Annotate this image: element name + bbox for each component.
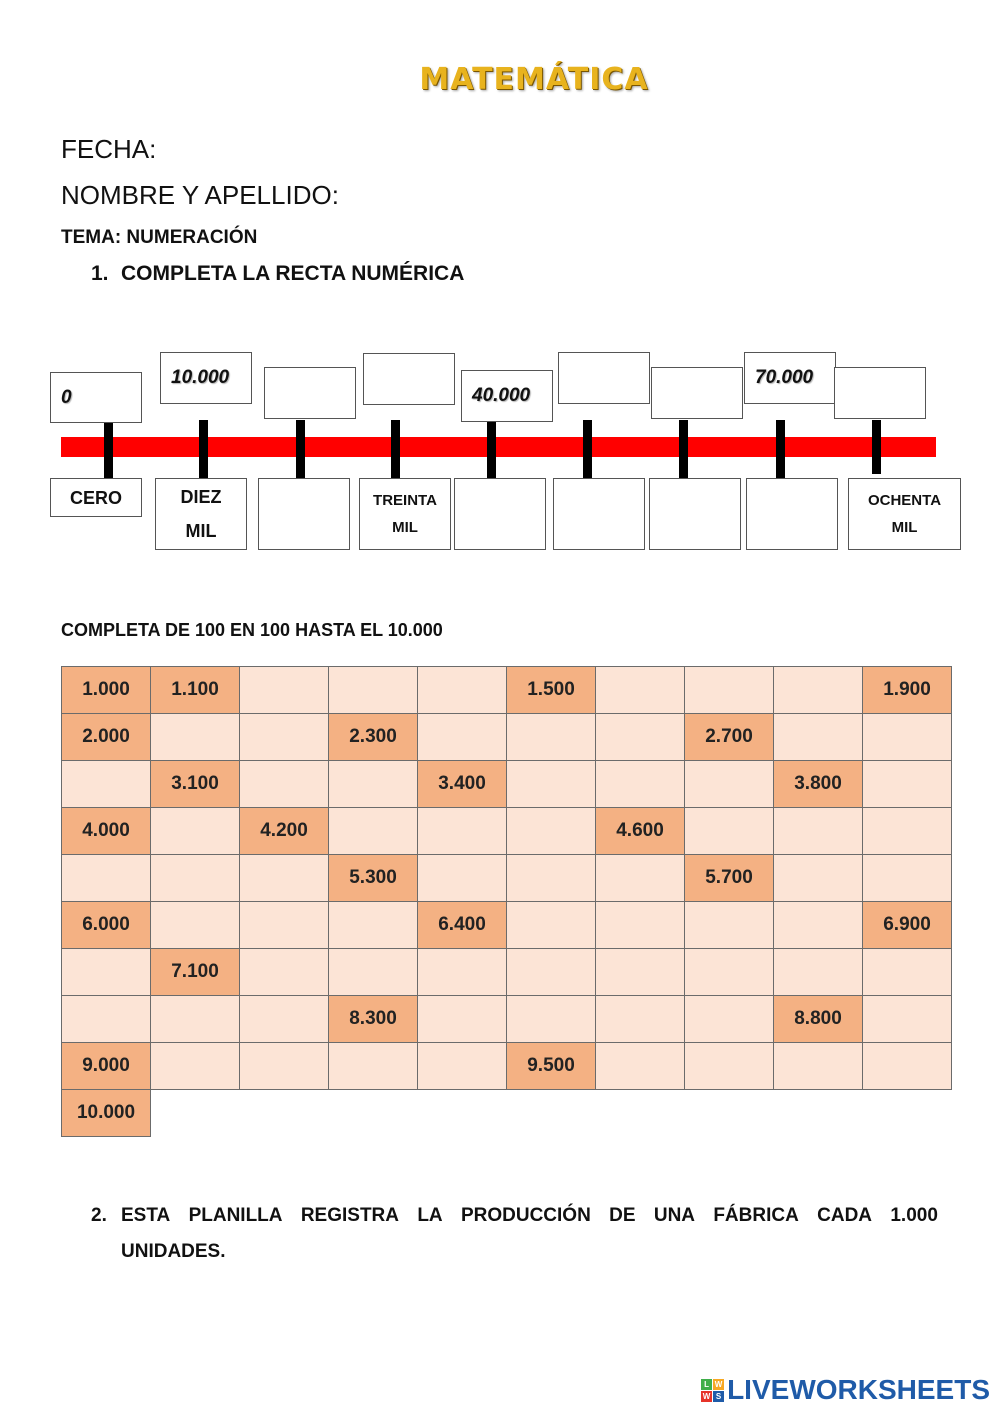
grid-cell-answer[interactable] [685,667,774,714]
grid-cell-given: 10.000 [62,1090,151,1137]
empty-space [151,1090,240,1137]
grid-cell-answer[interactable] [507,761,596,808]
grid-cell-answer[interactable] [685,996,774,1043]
word-answer-box[interactable] [553,478,645,550]
grid-cell-answer[interactable] [418,667,507,714]
empty-space [329,1090,418,1137]
grid-row [62,949,952,996]
word-box-line-1: TREINTA [373,492,437,509]
grid-cell-answer[interactable] [151,902,240,949]
grid-cell-given: 5.300 [329,855,418,902]
grid-cell-answer[interactable] [418,1043,507,1090]
number-line [61,437,936,457]
grid-cell-given: 6.000 [62,902,151,949]
word-box-line-2: MIL [185,521,217,541]
grid-cell-answer[interactable] [863,855,952,902]
grid-cell-answer[interactable] [329,667,418,714]
question-2-word: DE [609,1205,636,1226]
grid-row [62,855,952,902]
grid-cell-given: 2.700 [685,714,774,761]
word-box-line-1: CERO [69,487,122,508]
number-answer-box[interactable] [264,367,356,419]
grid-cell-answer[interactable] [418,855,507,902]
grid-cell-answer[interactable] [507,949,596,996]
grid-cell-answer[interactable] [329,902,418,949]
word-box-line-1: DIEZ [180,487,222,507]
empty-space [418,1090,507,1137]
grid-cell-answer[interactable] [863,996,952,1043]
question-2-word: PLANILLA [188,1205,283,1226]
word-answer-box[interactable] [454,478,546,550]
grid-row [62,1090,952,1137]
date-label: FECHA: [61,134,157,164]
grid-cell-given: 2.000 [62,714,151,761]
grid-cell-answer[interactable] [418,949,507,996]
word-answer-box[interactable] [258,478,350,550]
empty-space [507,1090,596,1137]
grid-cell-answer[interactable] [62,855,151,902]
grid-cell-answer[interactable] [596,714,685,761]
question-2-word: PRODUCCIÓN [460,1205,591,1226]
grid-cell-answer[interactable] [596,1043,685,1090]
question-1 [91,262,464,286]
grid-cell-answer[interactable] [418,996,507,1043]
grid-title: COMPLETA DE 100 EN 100 HASTA EL 10.000 [61,620,443,640]
grid-cell-given: 6.400 [418,902,507,949]
grid-cell-answer[interactable] [774,667,863,714]
grid-cell-answer[interactable] [774,902,863,949]
grid-cell-answer[interactable] [507,714,596,761]
grid-cell-given: 1.900 [863,667,952,714]
grid-cell-answer[interactable] [774,855,863,902]
word-answer-box[interactable] [746,478,838,550]
question-2-word: ESTA [121,1205,171,1226]
grid-cell-answer[interactable] [863,949,952,996]
number-answer-box[interactable] [558,352,650,404]
word-box-line-2: MIL [392,519,418,536]
grid-cell-answer[interactable] [151,714,240,761]
grid-cell-given: 9.500 [507,1043,596,1090]
grid-cell-given: 7.100 [151,949,240,996]
grid-cell-answer[interactable] [774,808,863,855]
question-2-word: FÁBRICA [713,1205,799,1226]
question-2 [91,1198,938,1270]
grid-cell-answer[interactable] [596,902,685,949]
grid-cell-answer[interactable] [62,761,151,808]
grid-cell-given: 2.300 [329,714,418,761]
grid-cell-answer[interactable] [863,714,952,761]
grid-cell-answer[interactable] [596,996,685,1043]
word-box [359,478,451,550]
grid-cell-answer[interactable] [685,949,774,996]
grid-cell-answer[interactable] [507,996,596,1043]
brand-mark-icon [701,1379,724,1402]
grid-cell-answer[interactable] [596,667,685,714]
grid-cell-answer[interactable] [685,808,774,855]
question-2-line-2: UNIDADES. [121,1241,226,1262]
topic-label: TEMA: NUMERACIÓN [61,227,258,248]
brand-mark-letter: W [714,1379,723,1389]
worksheet-title: MATEMÁTICA [419,62,649,97]
grid-cell-answer[interactable] [62,949,151,996]
tick-mark [487,420,496,478]
grid-cell-answer[interactable] [418,808,507,855]
question-2-word: LA [417,1205,443,1226]
tick-mark [391,420,400,478]
grid-cell-answer[interactable] [329,1043,418,1090]
grid-cell-answer[interactable] [863,808,952,855]
empty-space [774,1090,863,1137]
grid-cell-given: 1.100 [151,667,240,714]
number-answer-box[interactable] [651,367,743,419]
number-answer-box[interactable] [363,353,455,405]
question-2-word: 1.000 [890,1205,938,1226]
grid-cell-answer[interactable] [596,949,685,996]
empty-space [685,1090,774,1137]
number-box: 0 [50,372,142,423]
tick-mark [679,420,688,478]
grid-cell-answer[interactable] [685,902,774,949]
grid-cell-answer[interactable] [240,902,329,949]
grid-cell-answer[interactable] [507,808,596,855]
tick-mark [872,420,881,474]
tick-mark [776,420,785,478]
empty-space [863,1090,952,1137]
grid-row [62,761,952,808]
tick-mark [104,420,113,478]
grid-cell-answer[interactable] [774,1043,863,1090]
brand-mark-letter: S [713,1391,724,1402]
question-2-line-1 [121,1198,938,1234]
number-box: 40.000 [461,370,553,422]
grid-cell-answer[interactable] [596,761,685,808]
hundreds-grid [61,666,952,1137]
empty-space [596,1090,685,1137]
grid-cell-answer[interactable] [685,761,774,808]
brand-mark-letter: W [702,1391,711,1401]
word-answer-box[interactable] [649,478,741,550]
grid-cell-answer[interactable] [774,949,863,996]
grid-cell-answer[interactable] [151,996,240,1043]
grid-cell-given: 4.000 [62,808,151,855]
grid-row [62,667,952,714]
question-2-word: CADA [817,1205,873,1226]
grid-cell-answer[interactable] [151,855,240,902]
grid-cell-answer[interactable] [240,1043,329,1090]
grid-row [62,808,952,855]
number-box: 70.000 [744,352,836,404]
word-box [155,478,247,550]
grid-cell-answer[interactable] [240,714,329,761]
grid-cell-answer[interactable] [240,761,329,808]
grid-cell-answer[interactable] [418,714,507,761]
brand-mark-letter: L [701,1379,712,1390]
grid-cell-answer[interactable] [685,1043,774,1090]
grid-row [62,1043,952,1090]
grid-cell-answer[interactable] [240,949,329,996]
question-2-word: UNA [653,1205,696,1226]
grid-cell-answer[interactable] [151,808,240,855]
grid-cell-given: 1.500 [507,667,596,714]
word-box [848,478,961,550]
grid-cell-answer[interactable] [240,855,329,902]
question-1-number: 1. [91,262,109,285]
tick-mark [296,420,305,478]
grid-cell-answer[interactable] [774,714,863,761]
grid-cell-answer[interactable] [863,761,952,808]
grid-cell-answer[interactable] [329,949,418,996]
word-box-line-2: MIL [891,519,918,536]
grid-cell-answer[interactable] [863,1043,952,1090]
grid-cell-answer[interactable] [596,855,685,902]
grid-cell-answer[interactable] [329,808,418,855]
grid-cell-answer[interactable] [151,1043,240,1090]
grid-cell-answer[interactable] [240,667,329,714]
word-box [50,478,142,517]
grid-cell-given: 9.000 [62,1043,151,1090]
grid-cell-given: 3.400 [418,761,507,808]
grid-row [62,902,952,949]
grid-cell-answer[interactable] [329,761,418,808]
grid-cell-given: 3.100 [151,761,240,808]
empty-space [240,1090,329,1137]
grid-cell-given: 4.200 [240,808,329,855]
question-1-text: COMPLETA LA RECTA NUMÉRICA [121,262,465,285]
grid-cell-given: 3.800 [774,761,863,808]
question-2-number: 2. [91,1205,107,1226]
grid-cell-answer[interactable] [507,902,596,949]
brand-logo [701,1374,990,1406]
tick-mark [199,420,208,478]
grid-cell-given: 5.700 [685,855,774,902]
word-box-line-1: OCHENTA [867,492,942,509]
number-answer-box[interactable] [834,367,926,419]
grid-cell-given: 1.000 [62,667,151,714]
grid-cell-answer[interactable] [62,996,151,1043]
number-box: 10.000 [160,352,252,404]
grid-row [62,714,952,761]
grid-cell-given: 8.800 [774,996,863,1043]
grid-cell-answer[interactable] [507,855,596,902]
tick-mark [583,420,592,478]
grid-cell-given: 8.300 [329,996,418,1043]
grid-cell-answer[interactable] [240,996,329,1043]
grid-row [62,996,952,1043]
brand-name: LIVEWORKSHEETS [727,1374,990,1405]
question-2-word: REGISTRA [300,1205,400,1226]
name-label: NOMBRE Y APELLIDO: [61,180,339,210]
grid-cell-given: 6.900 [863,902,952,949]
grid-cell-given: 4.600 [596,808,685,855]
